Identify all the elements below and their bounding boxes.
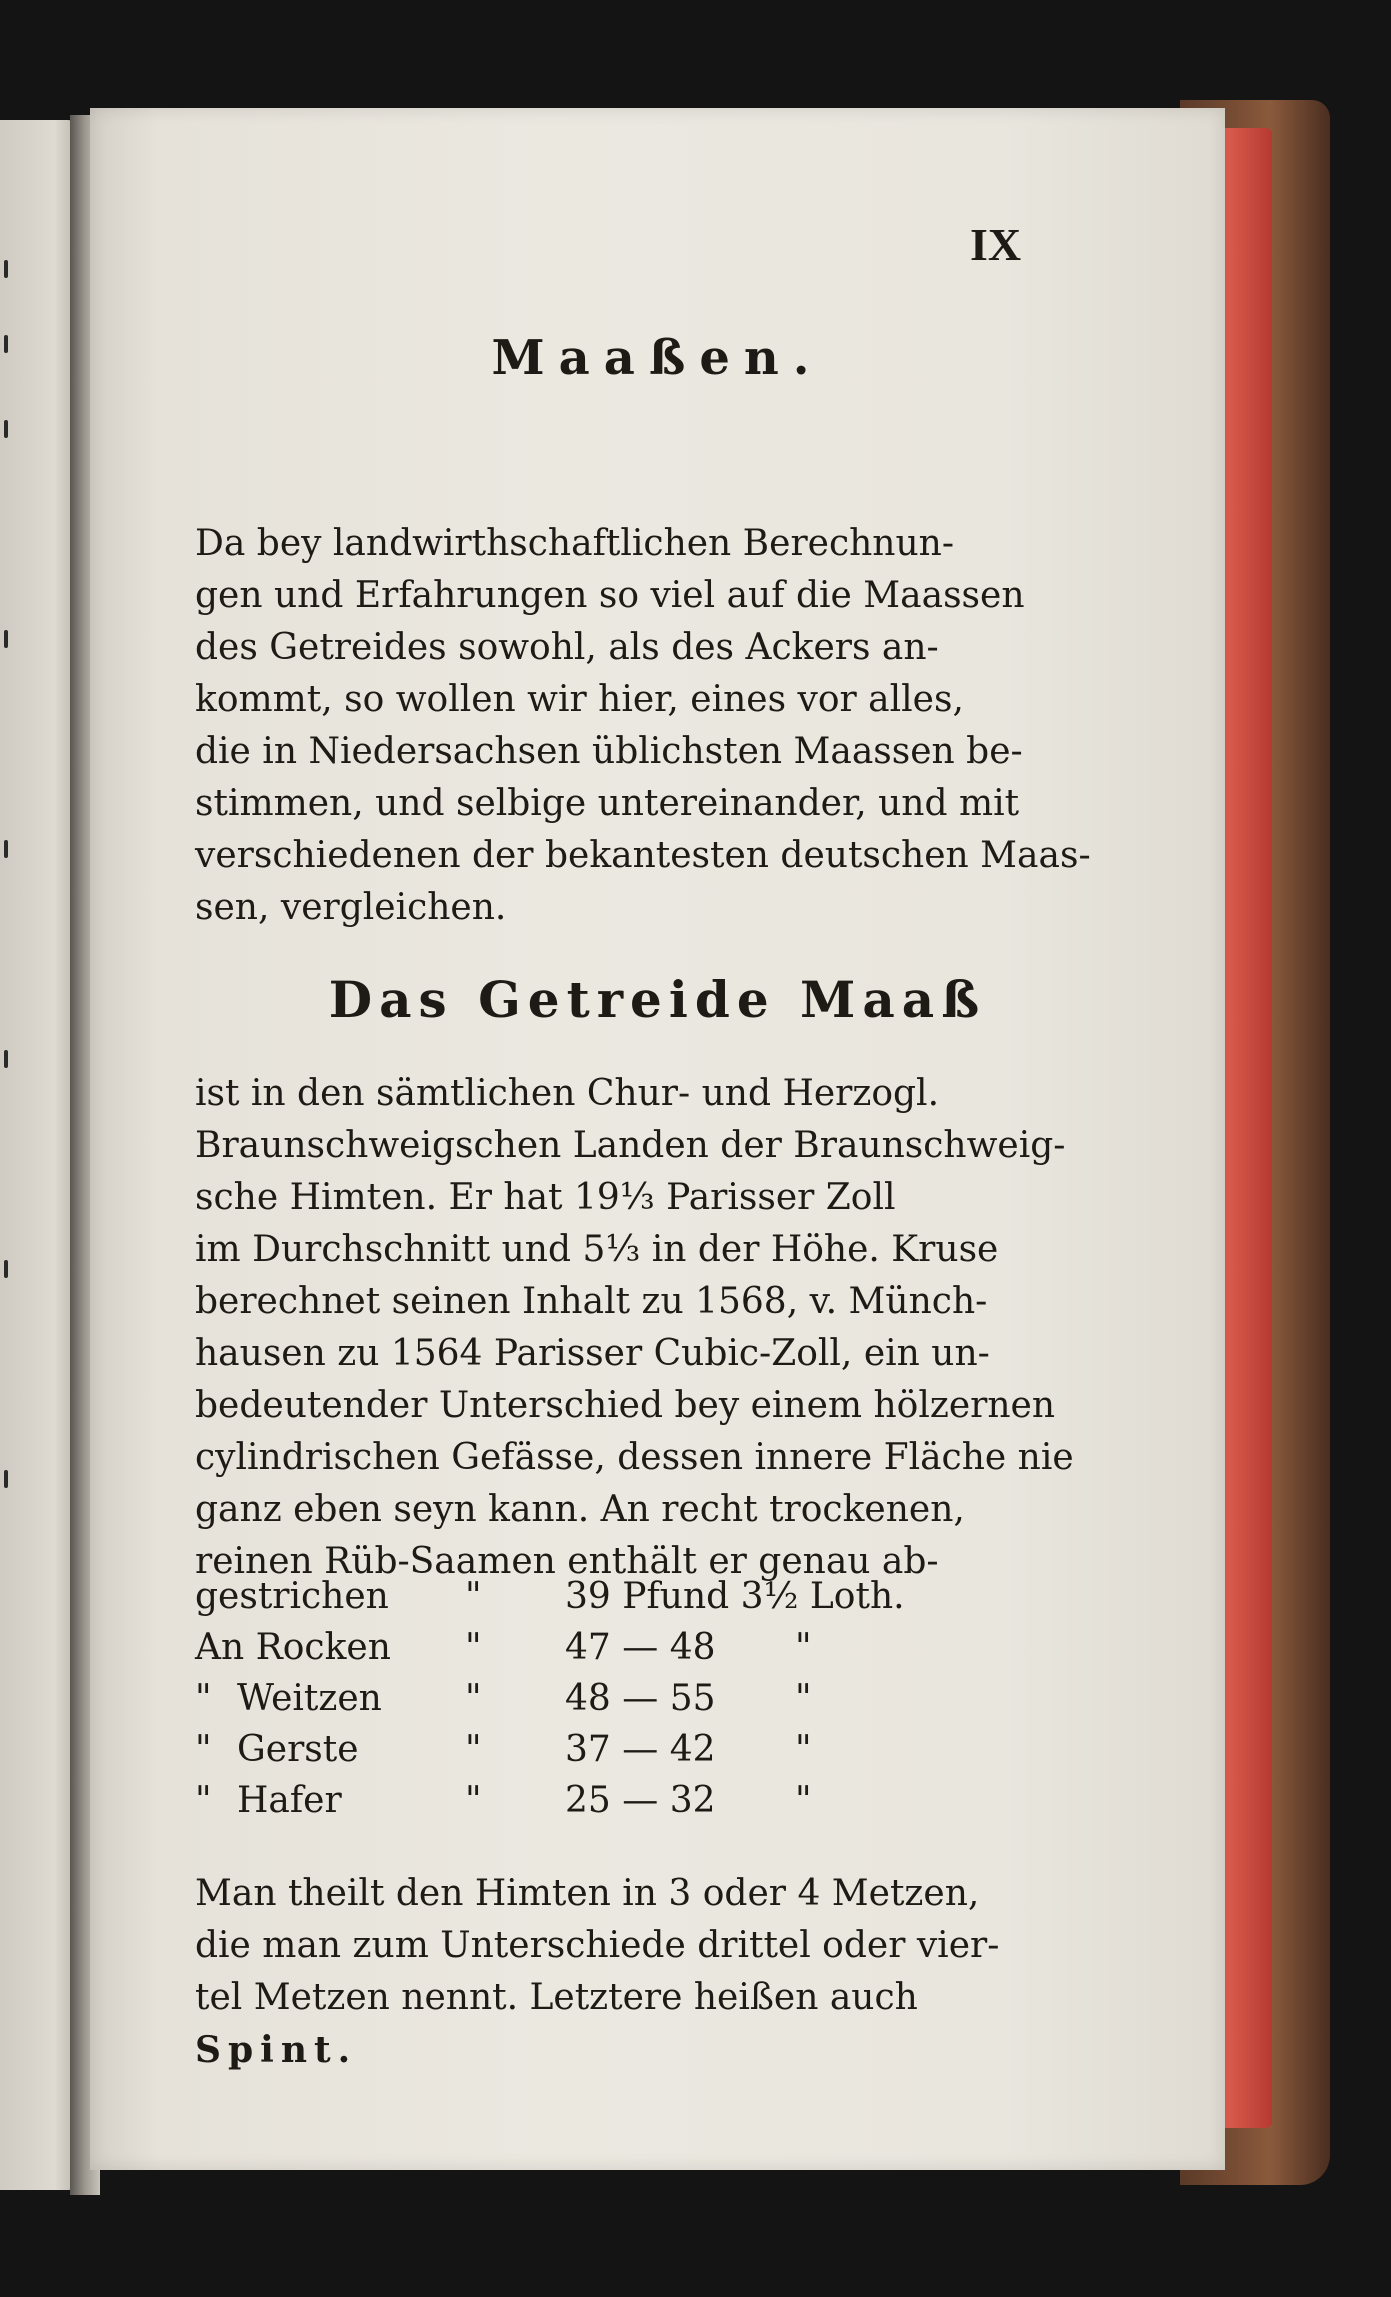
text-line: cylindrischen Gefässe, dessen innere Fläche nie <box>195 1437 1074 1478</box>
table-cell-ditto: " <box>195 1678 212 1719</box>
table-cell-range: 37 — 42 <box>565 1729 716 1770</box>
left-page-glyph <box>4 335 8 353</box>
table-cell-ditto: " <box>795 1780 812 1821</box>
text-line: des Getreides sowohl, als des Ackers an- <box>195 627 939 668</box>
intro-paragraph <box>195 518 1135 934</box>
text-line: im Durchschnitt und 5⅓ in der Höhe. Kruse <box>195 1229 999 1270</box>
table-cell-grain: Gerste <box>237 1729 359 1770</box>
table-row <box>195 1627 1135 1678</box>
text-line: tel Metzen nennt. Letztere heißen auch <box>195 1977 918 2018</box>
table-cell-ditto: " <box>465 1729 482 1770</box>
text-line: Da bey landwirthschaftlichen Berechnun- <box>195 523 955 564</box>
table-cell-ditto: " <box>465 1576 482 1617</box>
text-line: verschiedenen der bekantesten deutschen Maas- <box>195 835 1091 876</box>
text-line: ganz eben seyn kann. An recht trockenen, <box>195 1489 965 1530</box>
table-cell-ditto: " <box>465 1678 482 1719</box>
closing-paragraph <box>195 1868 1135 2076</box>
text-line: sen, vergleichen. <box>195 887 507 928</box>
table-cell-value: 39 Pfund 3½ Loth. <box>565 1576 905 1617</box>
section-paragraph <box>195 1068 1135 1588</box>
left-page-glyph <box>4 630 8 648</box>
text-line: ist in den sämtlichen Chur- und Herzogl. <box>195 1073 940 1114</box>
text-line: gen und Erfahrungen so viel auf die Maassen <box>195 575 1025 616</box>
text-line: Man theilt den Himten in 3 oder 4 Metzen, <box>195 1873 980 1914</box>
text-line: sche Himten. Er hat 19⅓ Parisser Zoll <box>195 1177 896 1218</box>
text-line: Braunschweigschen Landen der Braunschweig- <box>195 1125 1066 1166</box>
table-cell-range: 47 — 48 <box>565 1627 716 1668</box>
table-cell-ditto: " <box>795 1627 812 1668</box>
table-row <box>195 1780 1135 1831</box>
table-cell-ditto: " <box>795 1729 812 1770</box>
text-line: reinen Rüb-Saamen enthält er genau ab- <box>195 1541 939 1582</box>
table-cell-grain: An Rocken <box>195 1627 391 1668</box>
table-cell-ditto: " <box>465 1627 482 1668</box>
table-cell-ditto: " <box>195 1729 212 1770</box>
left-page-glyph <box>4 1050 8 1068</box>
text-line: Spint. <box>195 2029 358 2071</box>
table-cell-ditto: " <box>195 1780 212 1821</box>
text-line: die in Niedersachsen üblichsten Maassen be- <box>195 731 1023 772</box>
page-number: IX <box>970 219 1022 270</box>
text-line: die man zum Unterschiede drittel oder vier- <box>195 1925 1000 1966</box>
table-cell-ditto: " <box>795 1678 812 1719</box>
table-cell-range: 25 — 32 <box>565 1780 716 1821</box>
page-heading: Maaßen. <box>491 330 824 386</box>
table-cell-ditto: " <box>465 1780 482 1821</box>
table-cell-label: gestrichen <box>195 1576 389 1617</box>
section-heading: Das Getreide Maaß <box>328 970 987 1029</box>
table-cell-range: 48 — 55 <box>565 1678 716 1719</box>
table-row <box>195 1678 1135 1729</box>
left-page-glyph <box>4 840 8 858</box>
text-line: berechnet seinen Inhalt zu 1568, v. Münch- <box>195 1281 988 1322</box>
table-cell-grain: Weitzen <box>237 1678 382 1719</box>
table-row <box>195 1576 1135 1627</box>
text-line: stimmen, und selbige untereinander, und mit <box>195 783 1020 824</box>
left-page-glyph <box>4 260 8 278</box>
table-row <box>195 1729 1135 1780</box>
grain-weight-table <box>195 1576 1135 1831</box>
left-page-edge <box>0 120 78 2190</box>
left-page-glyph <box>4 420 8 438</box>
table-cell-grain: Hafer <box>237 1780 342 1821</box>
left-page-glyph <box>4 1260 8 1278</box>
text-line: kommt, so wollen wir hier, eines vor alles, <box>195 679 964 720</box>
text-line: hausen zu 1564 Parisser Cubic-Zoll, ein un- <box>195 1333 990 1374</box>
left-page-glyph <box>4 1470 8 1488</box>
text-line: bedeutender Unterschied bey einem hölzernen <box>195 1385 1056 1426</box>
book-page <box>90 108 1225 2170</box>
